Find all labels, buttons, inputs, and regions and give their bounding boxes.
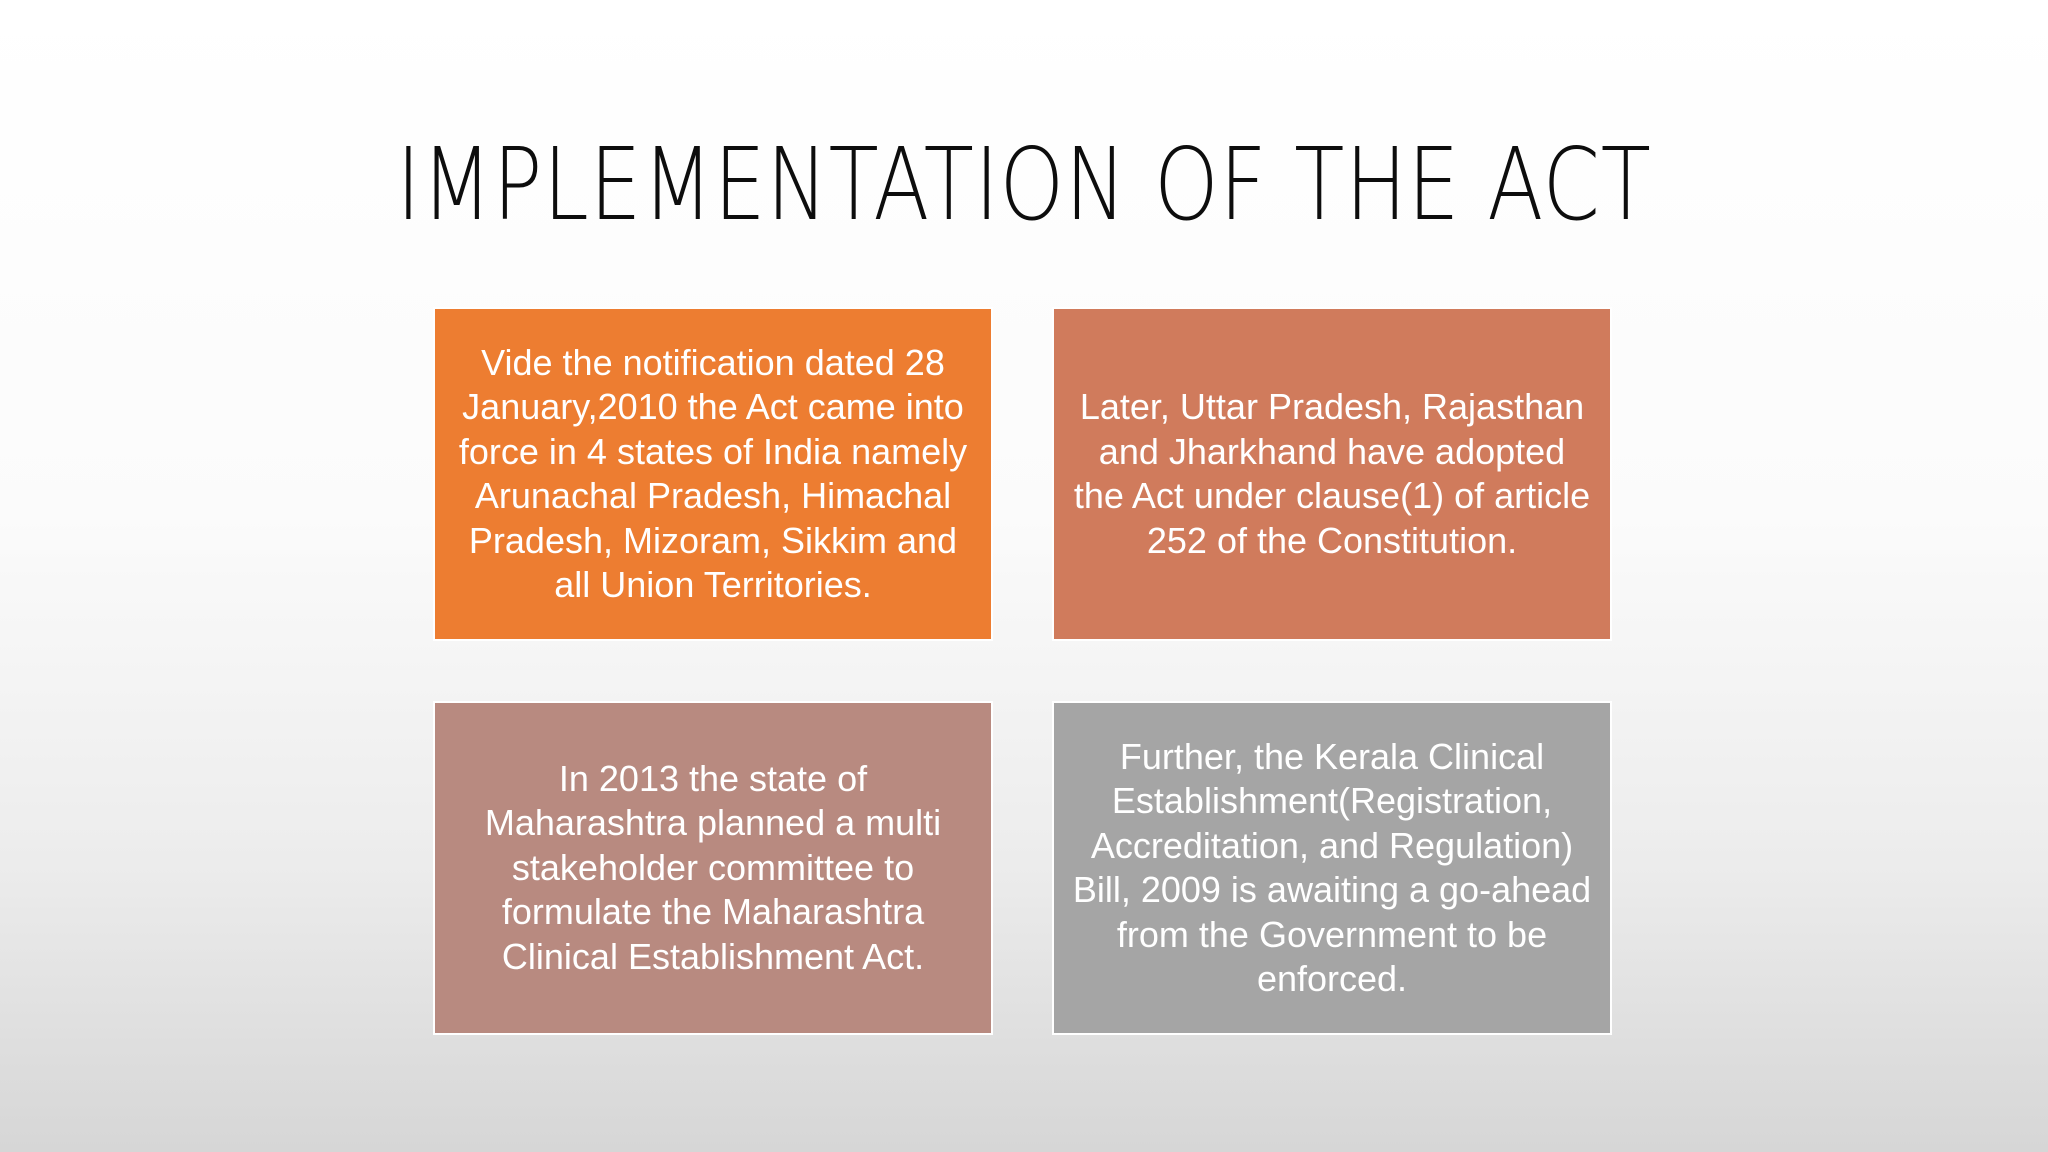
content-box-text: In 2013 the state of Maharashtra planned a multi stakeholder committee to formulate the Maharashtra Clinical Establishment Act.	[484, 757, 942, 977]
content-box-kerala	[1052, 701, 1612, 1035]
content-box-maharashtra	[433, 701, 993, 1035]
content-box-text: Vide the notification dated 28 January,2010 the Act came into force in 4 states of India namely Arunachal Pradesh, Himachal Pradesh, Mizoram, Sikkim and all Union Territories.	[458, 341, 968, 605]
content-box-states-adopted	[1052, 307, 1612, 641]
content-box-notification	[433, 307, 993, 641]
slide-title: IMPLEMENTATION OF THE ACT	[396, 126, 1652, 243]
content-box-text: Later, Uttar Pradesh, Rajasthan and Jharkhand have adopted the Act under clause(1) of article 252 of the Constitution.	[1073, 386, 1591, 561]
content-box-text: Further, the Kerala Clinical Establishment(Registration, Accreditation, and Regulation) Bill, 2009 is awaiting a go-ahead from the Government to be enforced.	[1072, 735, 1592, 999]
